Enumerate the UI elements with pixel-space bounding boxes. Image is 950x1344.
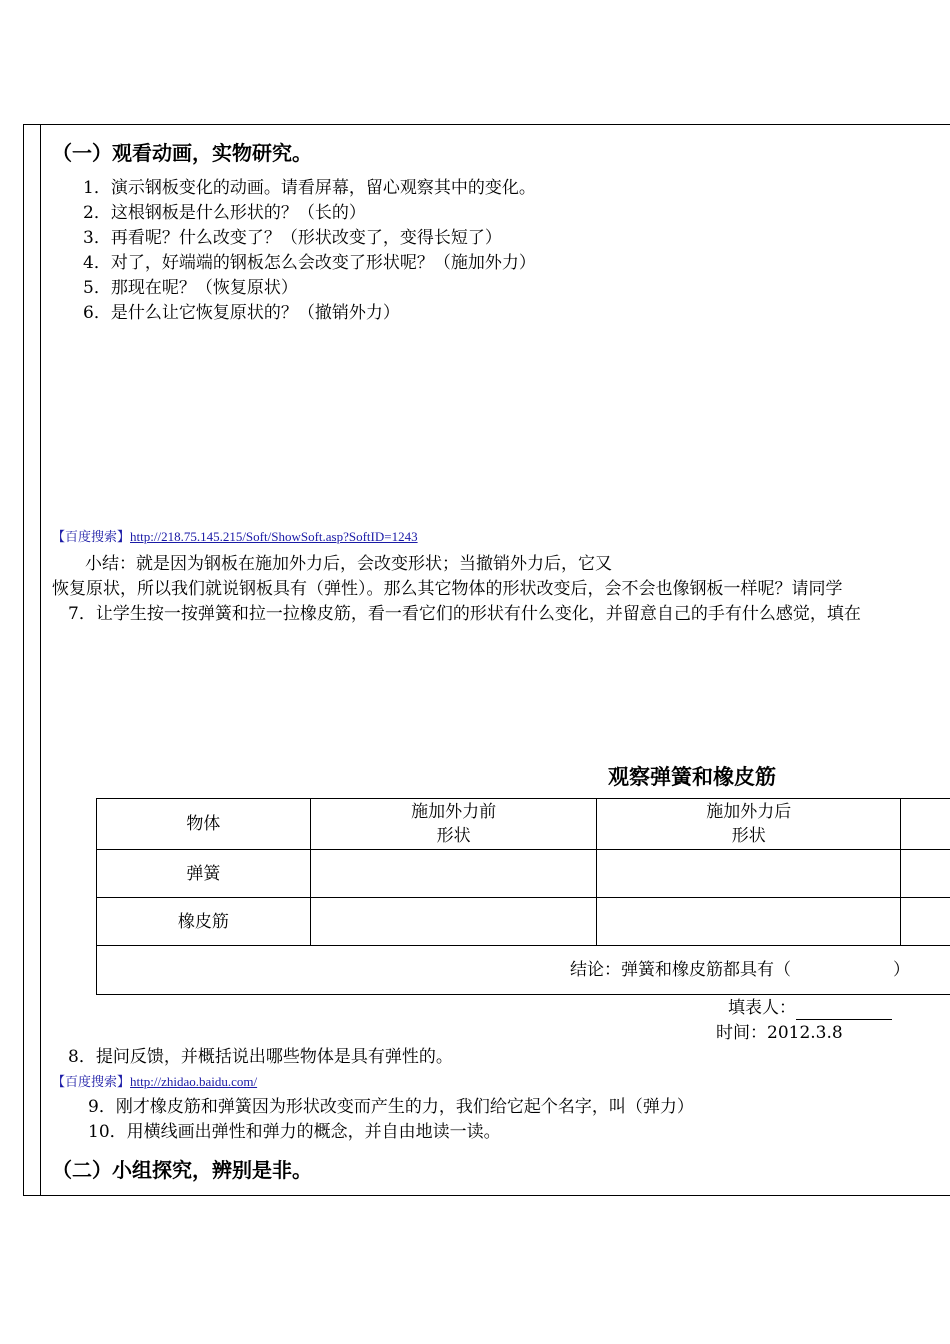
list-item: 1．演示钢板变化的动画。请看屏幕，留心观察其中的变化。 — [83, 178, 536, 198]
conclusion-text: 结论：弹簧和橡皮筋都具有（ ） — [97, 946, 950, 995]
search-link-2[interactable] — [52, 1073, 257, 1091]
search-link-url[interactable]: http://218.75.145.215/Soft/ShowSoft.asp?SoftID=1243 — [130, 529, 418, 544]
search-link-url[interactable]: http://zhidao.baidu.com/ — [130, 1074, 258, 1089]
observation-table — [96, 798, 950, 995]
table-cell — [310, 898, 597, 946]
row-label-rubber-band: 橡皮筋 — [97, 898, 311, 946]
header-after — [597, 799, 901, 850]
list-item: 6．是什么让它恢复原状的？（撤销外力） — [83, 303, 400, 323]
list-item: 3．再看呢？什么改变了？（形状改变了，变得长短了） — [83, 228, 502, 248]
table-cell — [597, 898, 901, 946]
search-link-label: 【百度搜索】 — [52, 529, 131, 544]
header-object: 物体 — [97, 799, 311, 850]
table-cell — [597, 850, 901, 898]
search-link-1[interactable] — [52, 528, 418, 546]
summary-line-2: 恢复原状，所以我们就说钢板具有（弹性）。那么其它物体的形状改变后，会不会也像钢板一样呢？请同学 — [52, 579, 843, 599]
filler-field — [728, 996, 892, 1020]
section2-heading: （二）小组探究，辨别是非。 — [52, 1158, 312, 1182]
summary-line-1: 小结：就是因为钢板在施加外力后，会改变形状；当撤销外力后，它又 — [85, 554, 612, 574]
list-item: 5．那现在呢？（恢复原状） — [83, 278, 298, 298]
table-header-row — [97, 799, 950, 850]
header-before — [310, 799, 597, 850]
list-item: 4．对了，好端端的钢板怎么会改变了形状呢？（施加外力） — [83, 253, 536, 273]
filler-label: 填表人： — [728, 998, 796, 1018]
time-text: 时间：2012.3.8 — [716, 1023, 843, 1043]
section1-heading: （一）观看动画，实物研究。 — [52, 141, 312, 165]
table-cell — [901, 799, 950, 850]
item-10: 10．用横线画出弹性和弹力的概念，并自由地读一读。 — [88, 1122, 501, 1142]
conclusion-row — [97, 946, 950, 995]
header-after-line1: 施加外力后 — [706, 802, 792, 822]
frame-inner-line — [40, 124, 41, 1196]
table-row — [97, 898, 950, 946]
list-item: 2．这根钢板是什么形状的？（长的） — [83, 203, 366, 223]
table-cell — [901, 898, 950, 946]
item-7: 7．让学生按一按弹簧和拉一拉橡皮筋，看一看它们的形状有什么变化，并留意自己的手有什么感觉，填在 — [68, 604, 861, 624]
table-cell — [310, 850, 597, 898]
row-label-spring: 弹簧 — [97, 850, 311, 898]
item-9: 9．刚才橡皮筋和弹簧因为形状改变而产生的力，我们给它起个名字，叫（弹力） — [88, 1097, 694, 1117]
item-8: 8．提问反馈，并概括说出哪些物体是具有弹性的。 — [68, 1047, 453, 1067]
search-link-label: 【百度搜索】 — [52, 1074, 131, 1089]
header-after-line2: 形状 — [731, 826, 766, 846]
filler-blank[interactable] — [796, 1001, 892, 1020]
table-cell — [901, 850, 950, 898]
table-title: 观察弹簧和橡皮筋 — [608, 765, 776, 789]
table-row — [97, 850, 950, 898]
header-before-line2: 形状 — [436, 826, 471, 846]
header-before-line1: 施加外力前 — [411, 802, 497, 822]
